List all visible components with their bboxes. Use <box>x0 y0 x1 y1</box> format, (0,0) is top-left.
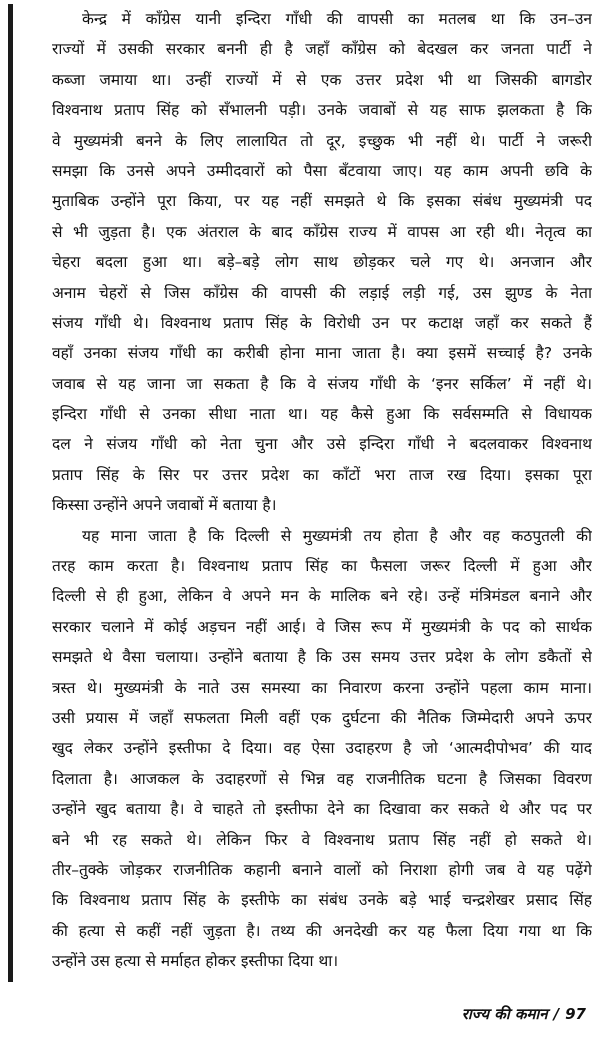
text-line: तीर–तुक्के जोड़कर राजनीतिक कहानी बनाने वालों को निराशा होगी जब वे यह पढ़ेंगे <box>52 860 592 879</box>
text-line: विश्वनाथ प्रताप सिंह को सँभालनी पड़ी। उनके जवाबों से यह साफ झलकता है कि <box>52 101 592 120</box>
text-line: किस्सा उन्होंने अपने जवाबों में बताया है। <box>52 496 277 515</box>
text-line: बने भी रह सकते थे। लेकिन फिर वे विश्वनाथ प्रताप सिंह नहीं हो सकते थे। <box>52 830 592 849</box>
text-line: वहाँ उनका संजय गाँधी का करीबी होना माना जाता है। क्या इसमें सच्चाई है? उनके <box>52 344 592 363</box>
text-line: से भी जुड़ता है। एक अंतराल के बाद काँग्रेस राज्य में वापस आ रही थी। नेतृत्व का <box>52 222 592 241</box>
text-line: उन्होंने उस हत्या से मर्माहत होकर इस्तीफा दिया था। <box>52 952 339 971</box>
text-line: की हत्या से कहीं नहीं जुड़ता है। तथ्य की अनदेखी कर यह फैला दिया गया था कि <box>52 921 592 940</box>
text-line: समझते थे वैसा चलाया। उन्होंने बताया है कि उस समय उत्तर प्रदेश के लोग डकैतों से <box>52 648 592 667</box>
body-text <box>52 4 592 977</box>
paragraph-2 <box>52 521 592 977</box>
page-footer <box>462 1004 586 1024</box>
left-margin-rule <box>8 4 13 982</box>
text-line: चेहरा बदला हुआ था। बड़े–बड़े लोग साथ छोड़कर चले गए थे। अनजान और <box>52 253 592 272</box>
text-line: सरकार चलाने में कोई अड़चन नहीं आई। वे जिस रूप में मुख्यमंत्री के पद को सार्थक <box>52 617 592 636</box>
text-line: वे मुख्यमंत्री बनने के लिए लालायित तो दूर, इच्छुक भी नहीं थे। पार्टी ने जरूरी <box>52 131 592 150</box>
text-line: इन्दिरा गाँधी से उनका सीधा नाता था। यह कैसे हुआ कि सर्वसम्मति से विधायक <box>52 405 592 424</box>
text-line: अनाम चेहरों से जिस काँग्रेस की वापसी की लड़ाई लड़ी गई, उस झुण्ड के नेता <box>52 283 592 302</box>
text-line: कब्जा जमाया था। उन्हीं राज्यों में से एक उत्तर प्रदेश भी था जिसकी बागडोर <box>52 70 592 89</box>
text-line: उसी प्रयास में जहाँ सफलता मिली वहीं एक दुर्घटना की नैतिक जिम्मेदारी अपने ऊपर <box>52 708 592 727</box>
text-line: त्रस्त थे। मुख्यमंत्री के नाते उस समस्या का निवारण करना उन्होंने पहला काम माना। <box>52 678 592 697</box>
text-line: संजय गाँधी थे। विश्वनाथ प्रताप सिंह के विरोधी उन पर कटाक्ष जहाँ कर सकते हैं <box>52 313 592 332</box>
text-line: समझा कि उनसे अपने उम्मीदवारों को पैसा बँटवाया जाए। यह काम अपनी छवि के <box>52 161 592 180</box>
text-line: प्रताप सिंह के सिर पर उत्तर प्रदेश का काँटों भरा ताज रख दिया। इसका पूरा <box>52 465 592 484</box>
text-line: मुताबिक उन्होंने पूरा किया, पर यह नहीं समझते थे कि इसका संबंध मुख्यमंत्री पद <box>52 192 592 211</box>
text-line: दिल्ली से ही हुआ, लेकिन वे अपने मन के मालिक बने रहे। उन्हें मंत्रिमंडल बनाने और <box>52 587 592 606</box>
text-line: खुद लेकर उन्होंने इस्तीफा दे दिया। वह ऐसा उदाहरण है जो ‘आत्मदीपोभव’ की याद <box>52 739 592 758</box>
page-number: 97 <box>565 1005 586 1023</box>
running-title: राज्य की कमान <box>461 1005 548 1023</box>
text-line: दल ने संजय गाँधी को नेता चुना और उसे इन्दिरा गाँधी ने बदलवाकर विश्वनाथ <box>52 435 592 454</box>
footer-separator: / <box>553 1005 560 1023</box>
text-line: तरह काम करता है। विश्वनाथ प्रताप सिंह का फैसला जरूर दिल्ली में हुआ और <box>52 557 592 576</box>
text-line: उन्होंने खुद बताया है। वे चाहते तो इस्तीफा देने का दिखावा कर सकते थे और पद पर <box>52 800 592 819</box>
paragraph-1 <box>52 4 592 521</box>
text-line: यह माना जाता है कि दिल्ली से मुख्यमंत्री तय होता है और वह कठपुतली की <box>82 526 592 545</box>
text-line: दिलाता है। आजकल के उदाहरणों से भिन्न वह राजनीतिक घटना है जिसका विवरण <box>52 769 592 788</box>
text-line: जवाब से यह जाना जा सकता है कि वे संजय गाँधी के ‘इनर सर्किल’ में नहीं थे। <box>52 374 592 393</box>
text-line: कि विश्वनाथ प्रताप सिंह के इस्तीफे का संबंध उनके बड़े भाई चन्द्रशेखर प्रसाद सिंह <box>52 891 592 910</box>
text-line: केन्द्र में काँग्रेस यानी इन्दिरा गाँधी की वापसी का मतलब था कि उन–उन <box>82 10 592 28</box>
text-line: राज्यों में उसकी सरकार बननी ही है जहाँ काँग्रेस को बेदखल कर जनता पार्टी ने <box>52 40 592 59</box>
